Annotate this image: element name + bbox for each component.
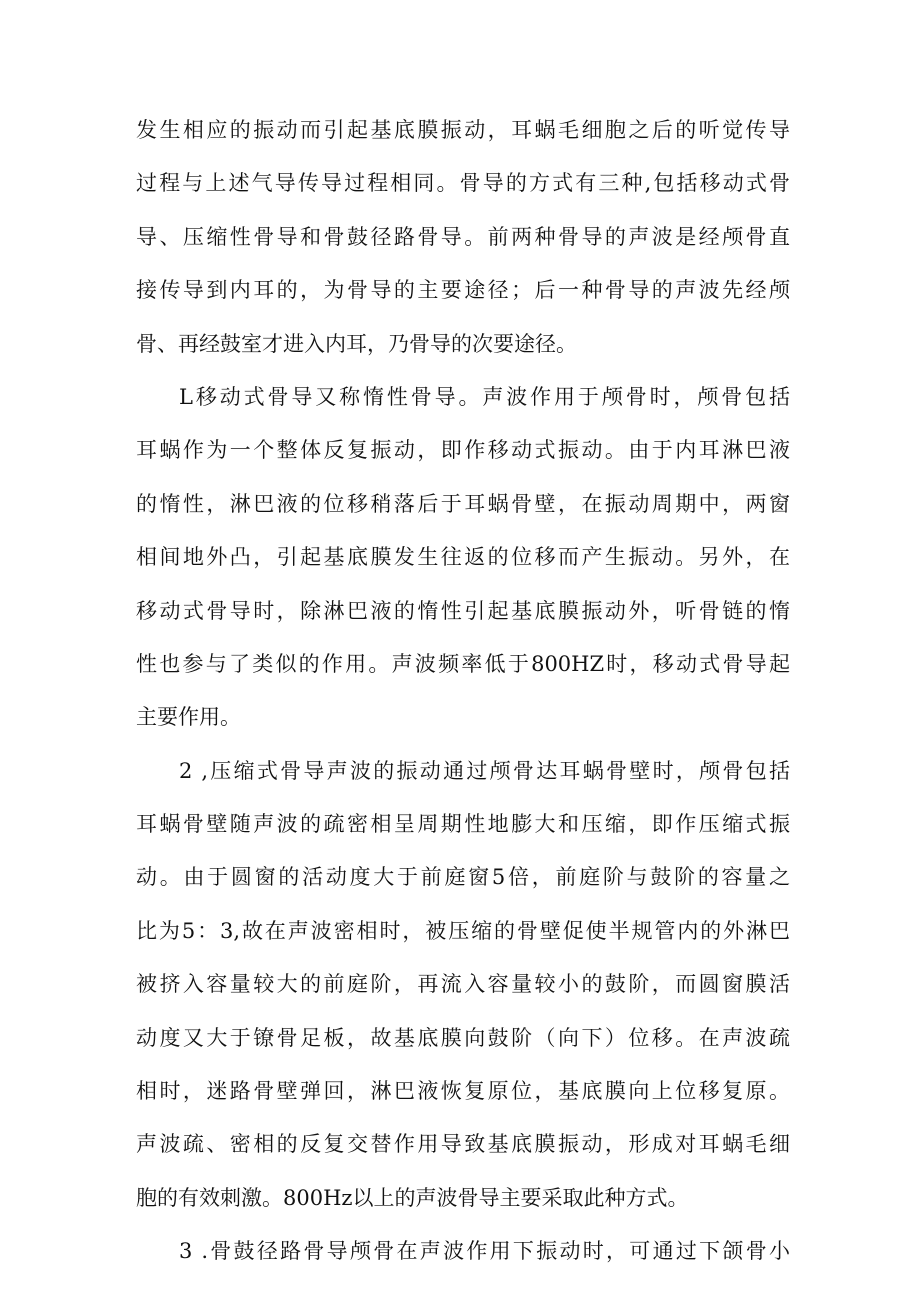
text-line: 接传导到内耳的，为骨导的主要途径；后一种骨导的声波先经颅: [136, 278, 790, 303]
text-line: 胞的有效刺激。800Hz以上的声波骨导主要采取此种方式。: [136, 1185, 689, 1210]
text-line: L移动式骨导又称惰性骨导。声波作用于颅骨时，颅骨包括: [179, 384, 790, 409]
text-line: 相时，迷路骨壁弹回，淋巴液恢复原位，基底膜向上位移复原。: [136, 1079, 790, 1104]
text-line: 被挤入容量较大的前庭阶，再流入容量较小的鼓阶，而圆窗膜活: [136, 972, 790, 997]
text-line: 导、压缩性骨导和骨鼓径路骨导。前两种骨导的声波是经颅骨直: [136, 224, 790, 249]
text-line: 耳蜗作为一个整体反复振动，即作移动式振动。由于内耳淋巴液: [136, 438, 790, 463]
paragraph-1: [136, 104, 790, 371]
text-line: 的惰性，淋巴液的位移稍落后于耳蜗骨壁，在振动周期中，两窗: [136, 491, 790, 516]
text-line: 比为5：3,故在声波密相时，被压缩的骨壁促使半规管内的外淋巴: [136, 918, 790, 943]
text-line: 相间地外凸，引起基底膜发生往返的位移而产生振动。另外，在: [136, 545, 790, 570]
paragraph-2: [136, 371, 790, 745]
text-line: 主要作用。: [136, 705, 241, 730]
text-line: 声波疏、密相的反复交替作用导致基底膜振动，形成对耳蜗毛细: [136, 1132, 790, 1157]
text-line: 骨、再经鼓室才进入内耳，乃骨导的次要途径。: [136, 331, 577, 356]
text-line: 动。由于圆窗的活动度大于前庭窗5倍，前庭阶与鼓阶的容量之: [136, 865, 790, 890]
document-body: [136, 104, 790, 1279]
text-line: 2 ,压缩式骨导声波的振动通过颅骨达耳蜗骨壁时，颅骨包括: [179, 758, 790, 783]
text-line: 过程与上述气导传导过程相同。骨导的方式有三种,包括移动式骨: [136, 171, 790, 196]
paragraph-4: [136, 1225, 790, 1278]
text-line: 耳蜗骨壁随声波的疏密相呈周期性地膨大和压缩，即作压缩式振: [136, 812, 790, 837]
text-line: 动度又大于镣骨足板，故基底膜向鼓阶（向下）位移。在声波疏: [136, 1025, 790, 1050]
text-line: 性也参与了类似的作用。声波频率低于800HZ时，移动式骨导起: [136, 651, 790, 676]
text-line: 移动式骨导时，除淋巴液的惰性引起基底膜振动外，听骨链的惰: [136, 598, 790, 623]
text-line: 3 .骨鼓径路骨导颅骨在声波作用下振动时，可通过下颌骨小: [179, 1239, 790, 1264]
text-line: 发生相应的振动而引起基底膜振动，耳蜗毛细胞之后的听觉传导: [136, 118, 790, 142]
paragraph-3: [136, 745, 790, 1226]
